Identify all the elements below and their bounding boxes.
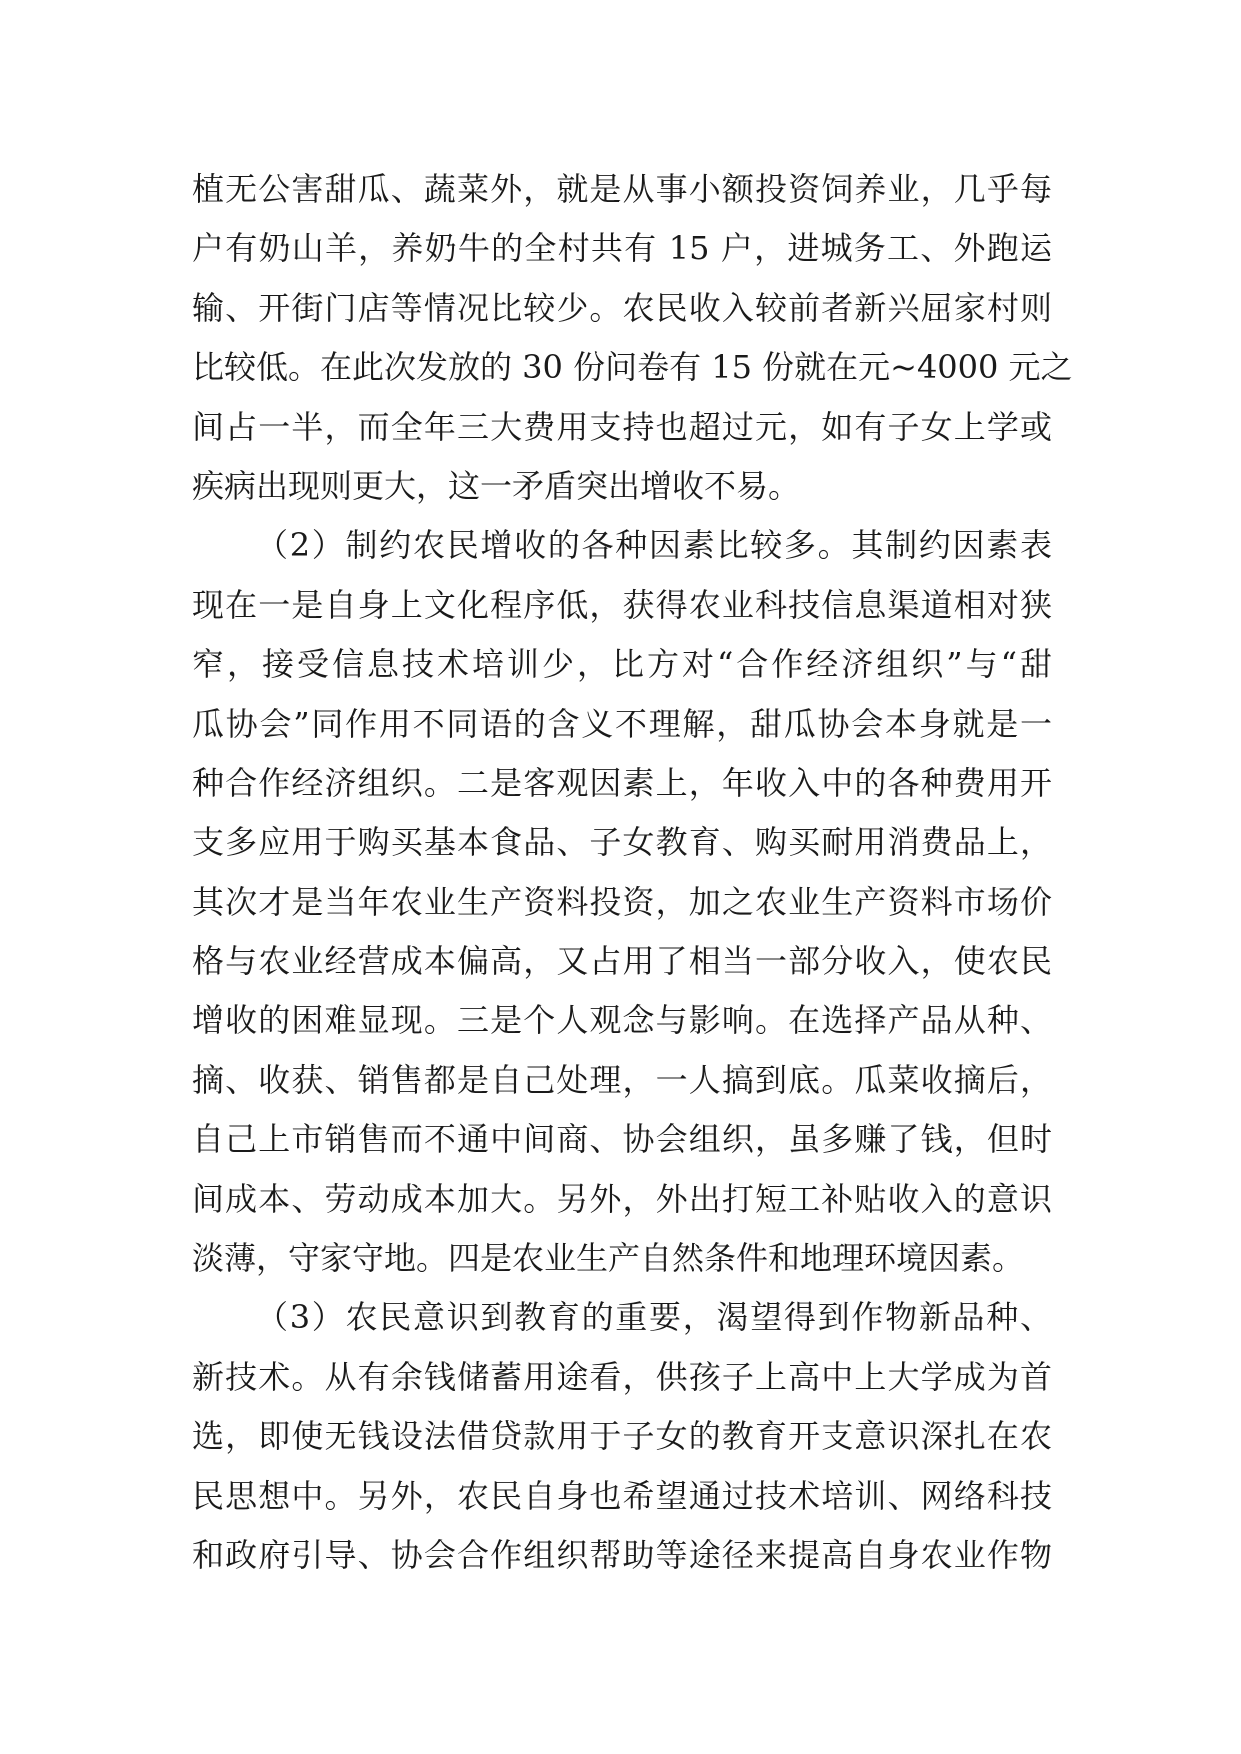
- text-line: 间成本、劳动成本加大。另外，外出打短工补贴收入的意识: [192, 1179, 1052, 1218]
- text-line: 比较低。在此次发放的 30 份问卷有 15 份就在元~4000 元之: [192, 348, 1073, 387]
- text-line: 户有奶山羊，养奶牛的全村共有 15 户，进城务工、外跑运: [192, 229, 1052, 268]
- body-text: [192, 160, 1073, 1585]
- text-line: 瓜协会”同作用不同语的含义不理解，甜瓜协会本身就是一: [192, 704, 1052, 743]
- text-line: 选，即使无钱设法借贷款用于子女的教育开支意识深扎在农: [192, 1417, 1052, 1456]
- text-line: 增收的困难显现。三是个人观念与影响。在选择产品从种、: [192, 1001, 1052, 1040]
- text-line: 窄，接受信息技术培训少，比方对“合作经济组织”与“甜: [192, 645, 1052, 684]
- text-line: 自己上市销售而不通中间商、协会组织，虽多赚了钱，但时: [192, 1120, 1052, 1159]
- text-line: 其次才是当年农业生产资料投资，加之农业生产资料市场价: [192, 882, 1052, 921]
- text-line: 输、开街门店等情况比较少。农民收入较前者新兴屈家村则: [192, 288, 1052, 327]
- text-line: 和政府引导、协会合作组织帮助等途径来提高自身农业作物: [192, 1535, 1052, 1574]
- text-line: 民思想中。另外，农民自身也希望通过技术培训、网络科技: [192, 1476, 1052, 1515]
- text-line: 疾病出现则更大，这一矛盾突出增收不易。: [192, 466, 801, 505]
- text-line: （3）农民意识到教育的重要，渴望得到作物新品种、: [256, 1298, 1052, 1337]
- text-line: 种合作经济组织。二是客观因素上，年收入中的各种费用开: [192, 763, 1052, 802]
- text-line: 格与农业经营成本偏高，又占用了相当一部分收入，使农民: [192, 942, 1052, 981]
- text-line: 植无公害甜瓜、蔬菜外，就是从事小额投资饲养业，几乎每: [192, 170, 1052, 208]
- text-line: 淡薄，守家守地。四是农业生产自然条件和地理环境因素。: [192, 1239, 1025, 1278]
- text-line: 支多应用于购买基本食品、子女教育、购买耐用消费品上，: [192, 823, 1052, 862]
- text-line: 现在一是自身上文化程序低，获得农业科技信息渠道相对狭: [192, 585, 1052, 624]
- text-line: （2）制约农民增收的各种因素比较多。其制约因素表: [256, 526, 1052, 565]
- text-line: 新技术。从有余钱储蓄用途看，供孩子上高中上大学成为首: [192, 1357, 1052, 1396]
- text-line: 间占一半，而全年三大费用支持也超过元，如有子女上学或: [192, 407, 1052, 446]
- text-line: 摘、收获、销售都是自己处理，一人搞到底。瓜菜收摘后，: [192, 1060, 1052, 1099]
